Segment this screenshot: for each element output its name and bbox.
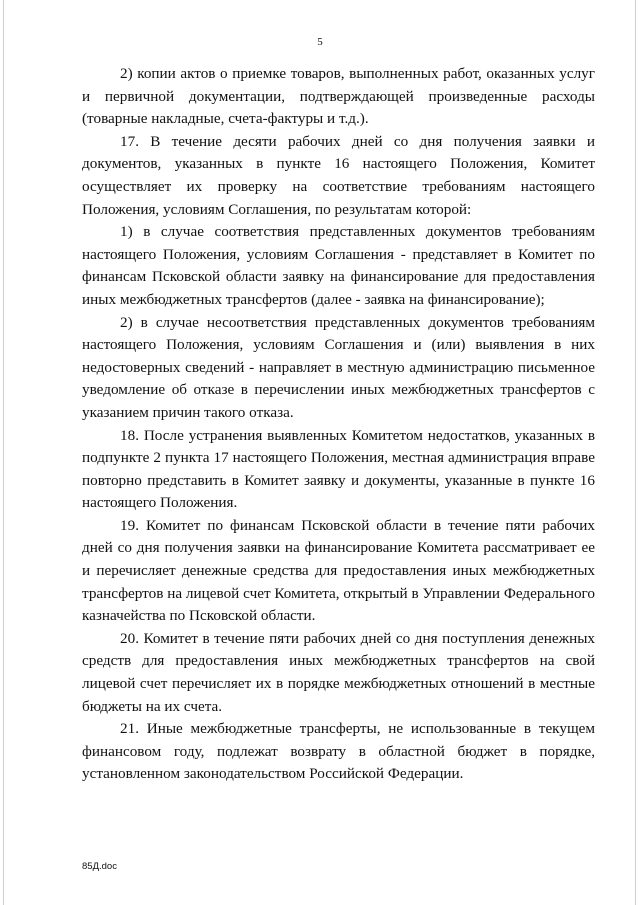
paragraph-clause-20: 20. Комитет в течение пяти рабочих дней со дня поступления денежных средств для предоставления иных межбюджетных трансфертов на свой лицевой счет перечисляет их в порядке межбюджетных отношений в местные бюджеты на их счета. [82,629,595,715]
paragraph-clause-17: 17. В течение десяти рабочих дней со дня получения заявки и документов, указанных в пункте 16 настоящего Положения, Комитет осуществляет их проверку на соответствие требованиям настоящего Положения, условиям Соглашения, по результатам которой: [82,132,595,218]
paragraph-clause-19: 19. Комитет по финансам Псковской области в течение пяти рабочих дней со дня получения заявки на финансирование Комитета рассматривает ее и перечисляет денежные средства для предоставления иных межбюджетных трансфертов на лицевой счет Комитета, открытый в Управлении Федерального казначейства по Псковской области. [82,516,595,625]
paragraph-clause-18: 18. После устранения выявленных Комитетом недостатков, указанных в подпункте 2 пункта 17 настоящего Положения, местная администрация вправе повторно представить в Комитет заявку и документы, указанные в пункте 16 настоящего Положения. [82,426,595,512]
paragraph-clause-21: 21. Иные межбюджетные трансферты, не использованные в текущем финансовом году, подлежат возврату в областной бюджет в порядке, установленном законодательством Российской Федерации. [82,720,595,783]
paragraph-clause-17-sub-2: 2) в случае несоответствия представленных документов требованиям настоящего Положения, условиям Соглашения и (или) выявления в них недостоверных сведений - направляет в местную администрацию письменное уведомление об отказе в перечислении иных межбюджетных трансфертов с указанием причин такого отказа. [82,313,595,421]
scan-edge-left [3,0,4,905]
paragraph-item-2-copies: 2) копии актов о приемке товаров, выполненных работ, оказанных услуг и первичной документации, подтверждающей произведенные расходы (товарные накладные, счета-фактуры и т.д.). [82,65,595,128]
page-number: 5 [317,36,323,48]
document-body [82,63,595,786]
scan-edge-right [635,0,636,905]
footer-filename: 85Д.doc [82,861,117,872]
paragraph-clause-17-sub-1: 1) в случае соответствия представленных документов требованиям настоящего Положения, условиям Соглашения - представляет в Комитет по финансам Псковской области заявку на финансирование для предоставления иных межбюджетных трансфертов (далее - заявка на финансирование); [82,223,595,308]
